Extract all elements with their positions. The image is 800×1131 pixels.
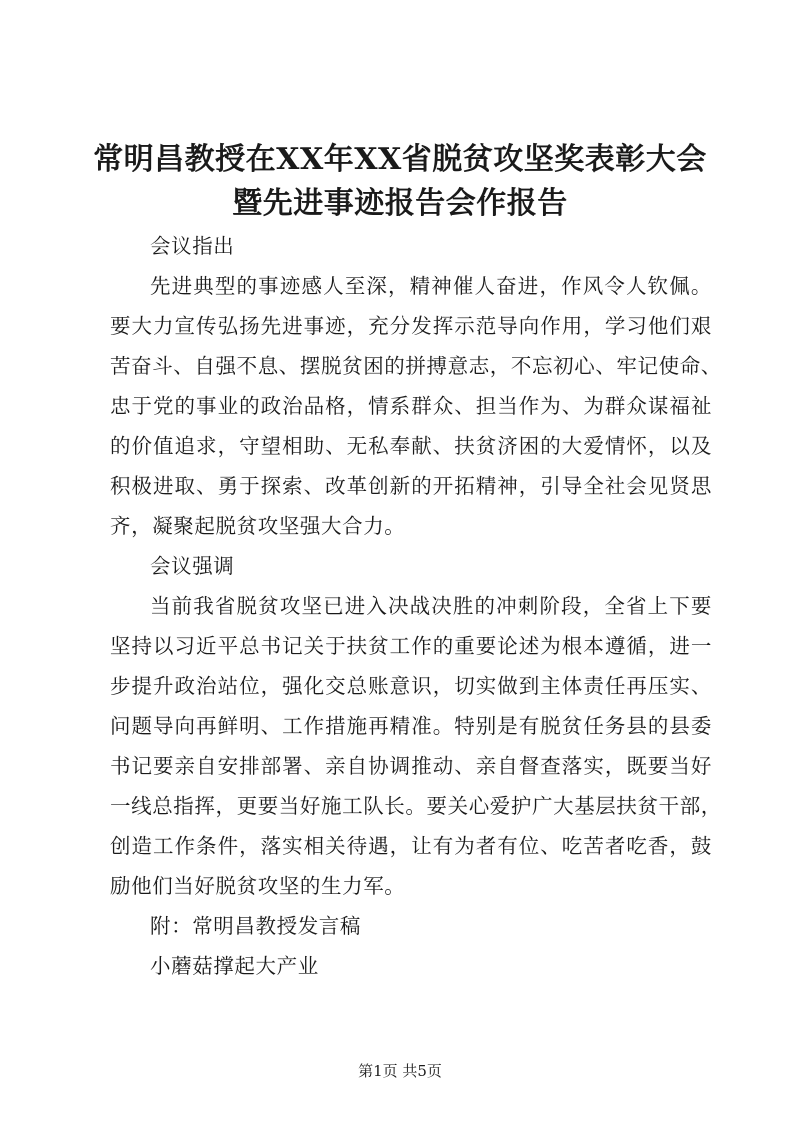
paragraph-1-line: 要大力宣传弘扬先进事迹，充分发挥示范导向作用，学习他们艰 <box>110 314 712 338</box>
paragraph-2-line: 创造工作条件，落实相关待遇，让有为者有位、吃苦者吃香，鼓 <box>110 834 712 858</box>
paragraph-2-line: 步提升政治站位，强化交总账意识，切实做到主体责任再压实、 <box>110 674 712 698</box>
paragraph-2-line: 书记要亲自安排部署、亲自协调推动、亲自督查落实，既要当好 <box>110 754 712 778</box>
paragraph-2-line: 坚持以习近平总书记关于扶贫工作的重要论述为根本遵循，进一 <box>110 634 712 658</box>
paragraph-1-line: 先进典型的事迹感人至深，精神催人奋进，作风令人钦佩。 <box>150 274 712 298</box>
section-heading-meeting-emphasized: 会议强调 <box>150 554 235 578</box>
paragraph-2-line: 问题导向再鲜明、工作措施再精准。特别是有脱贫任务县的县委 <box>110 714 712 738</box>
appendix-subtitle: 小蘑菇撑起大产业 <box>150 954 319 978</box>
paragraph-1-line: 积极进取、勇于探索、改革创新的开拓精神，引导全社会见贤思 <box>110 474 712 498</box>
paragraph-1-line: 忠于党的事业的政治品格，情系群众、担当作为、为群众谋福祉 <box>110 394 712 418</box>
paragraph-2-line: 一线总指挥，更要当好施工队长。要关心爱护广大基层扶贫干部， <box>110 794 722 818</box>
paragraph-1-line: 齐，凝聚起脱贫攻坚强大合力。 <box>110 514 406 538</box>
appendix-label: 附：常明昌教授发言稿 <box>150 914 361 938</box>
page-footer: 第1页 共5页 <box>358 1062 442 1080</box>
paragraph-1-line: 的价值追求，守望相助、无私奉献、扶贫济困的大爱情怀，以及 <box>110 434 712 458</box>
document-title-line-2: 暨先进事迹报告会作报告 <box>232 186 568 221</box>
paragraph-2-line: 当前我省脱贫攻坚已进入决战决胜的冲刺阶段，全省上下要 <box>150 594 712 618</box>
paragraph-1-line: 苦奋斗、自强不息、摆脱贫困的拼搏意志，不忘初心、牢记使命、 <box>110 354 722 378</box>
document-title-line-1: 常明昌教授在XX年XX省脱贫攻坚奖表彰大会 <box>93 142 707 177</box>
paragraph-2-line: 励他们当好脱贫攻坚的生力军。 <box>110 874 406 898</box>
section-heading-meeting-noted: 会议指出 <box>150 234 235 258</box>
